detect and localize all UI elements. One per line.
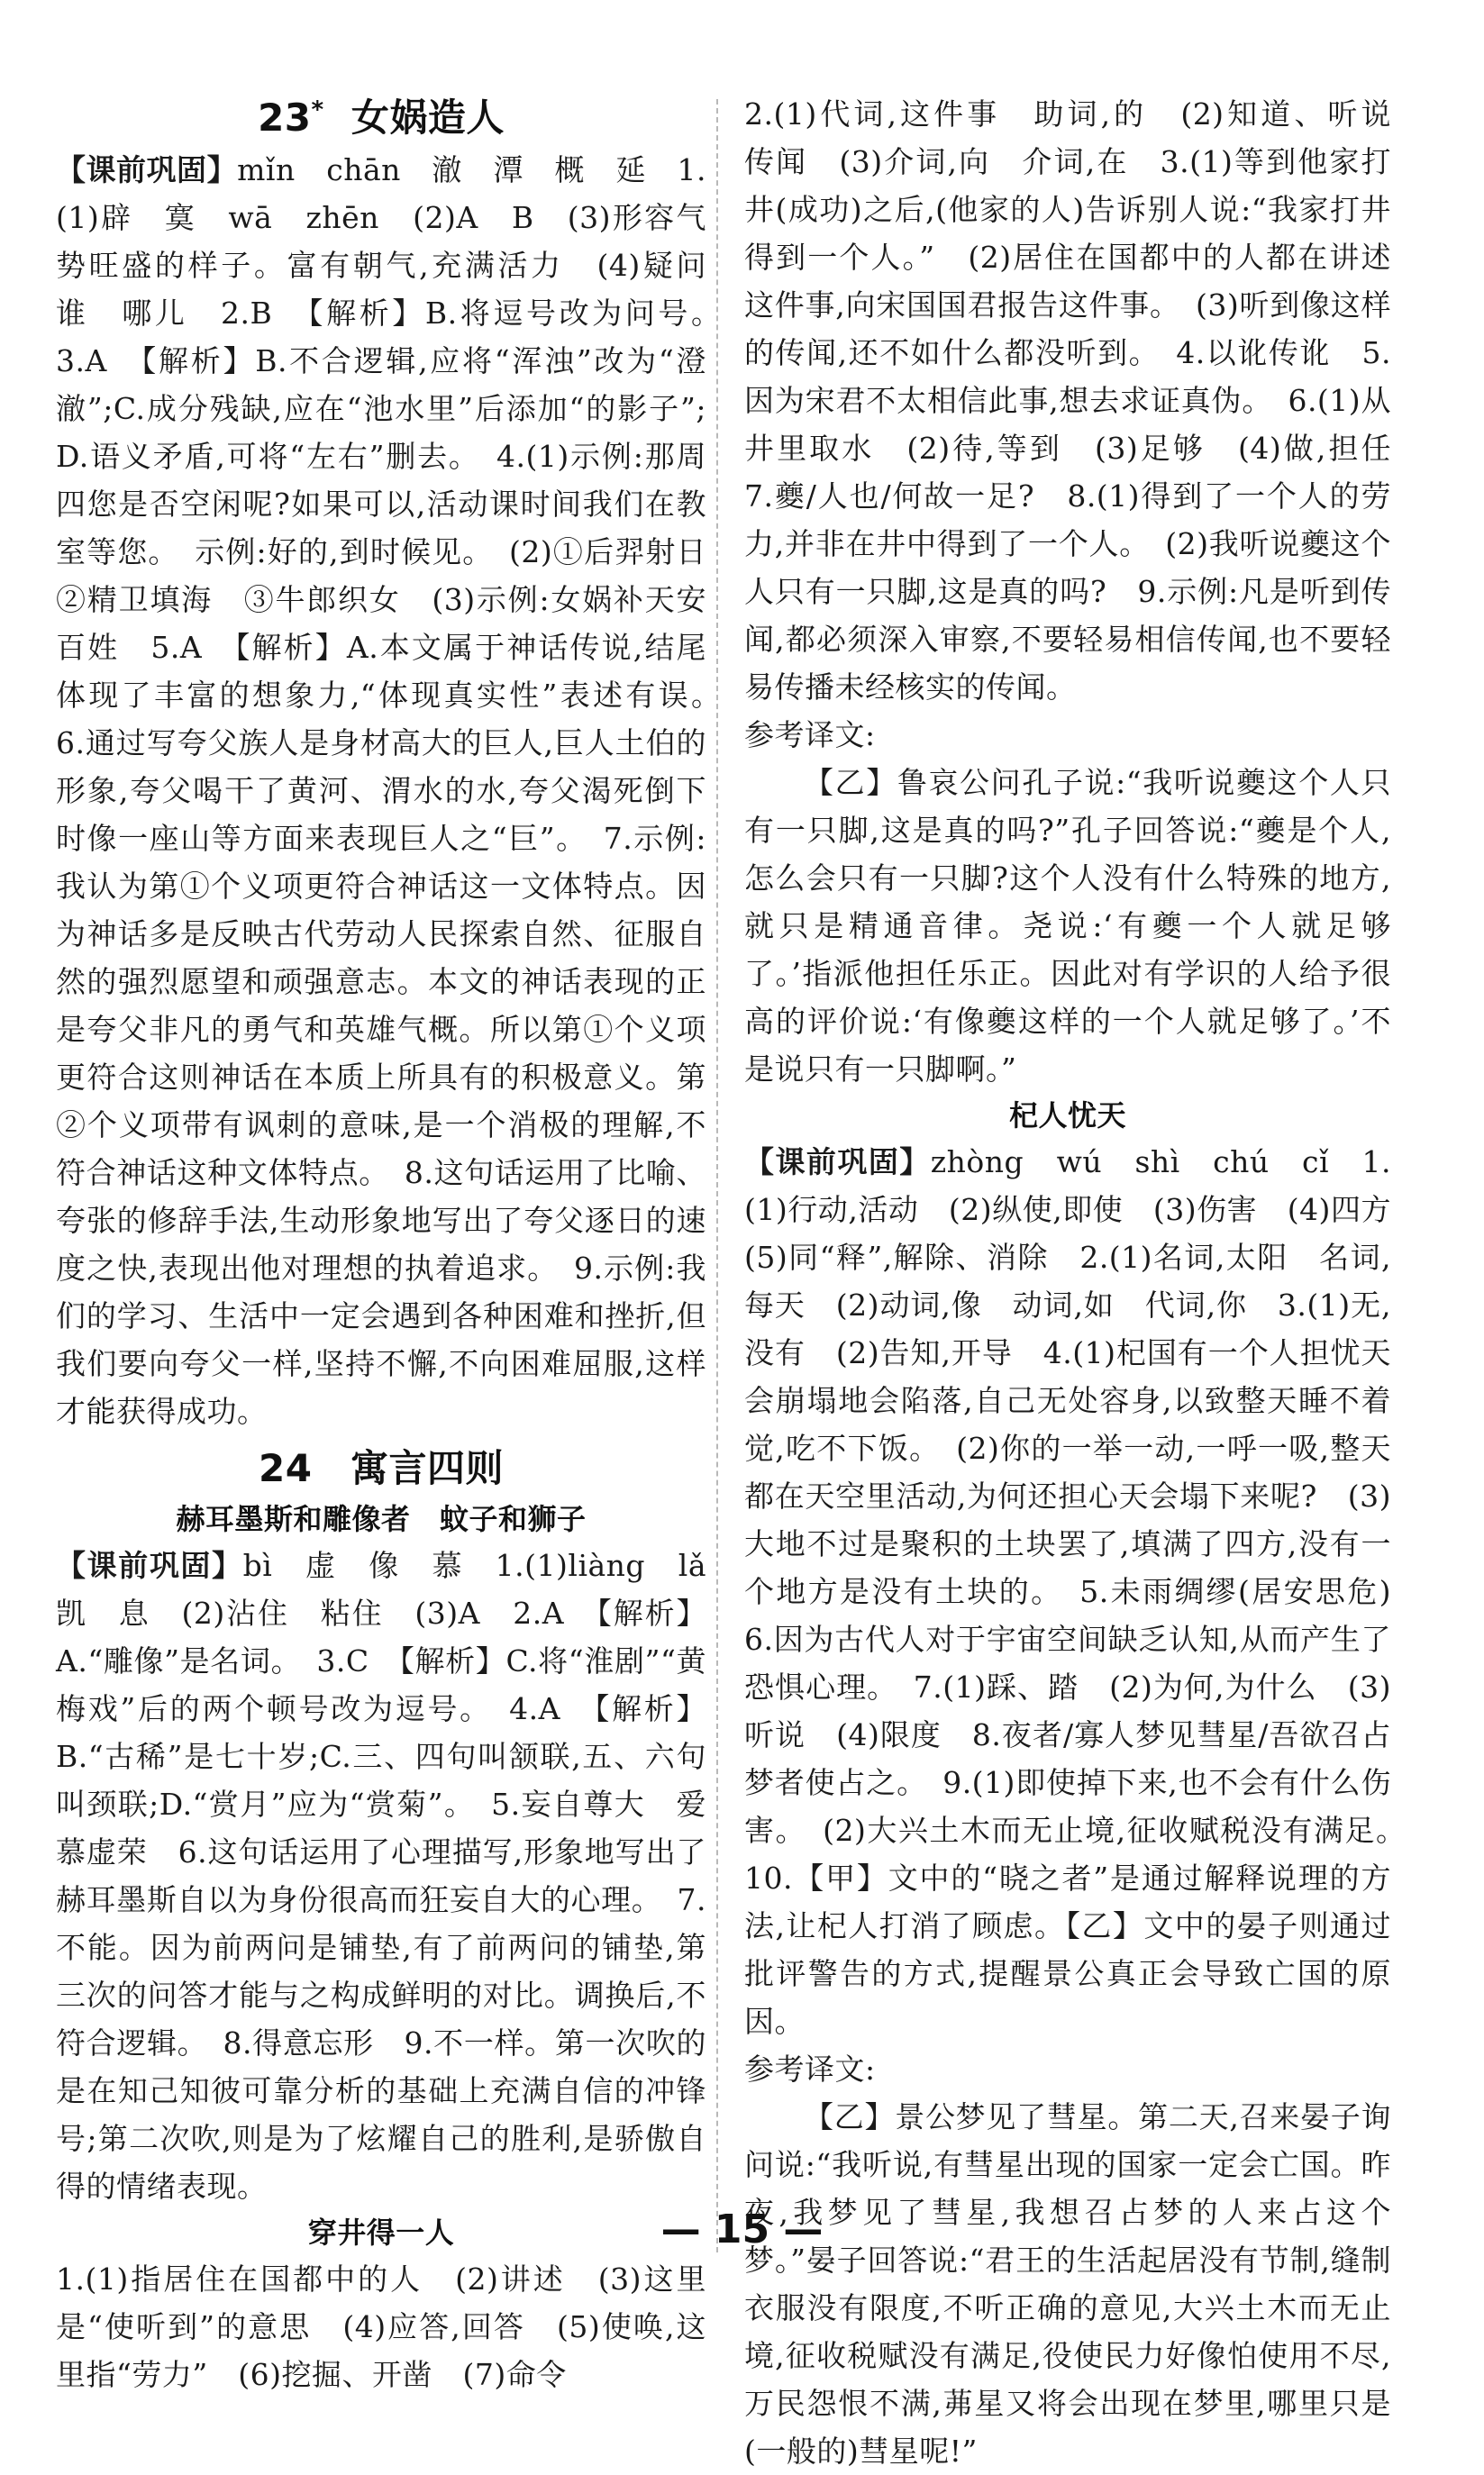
lesson-23-answers [56, 146, 737, 1435]
chuanjing-translation-label: 参考译文: [744, 717, 876, 752]
chuanjing-answers: 1.(1)指居住在国都中的人 (2)讲述 (3)这里是“使听到”的意思 (4)应答,回答 (5)使唤,这里指“劳力” (6)挖掘、开凿 (7)命令 [56, 2261, 706, 2392]
lesson-23-answer-text: mǐn chān 澈 潭 概 延 1.(1)辟 寞 wā zhēn (2)A B (3)形容气势旺盛的样子。富有朝气,充满活力 (4)疑问 谁 哪儿 2.B 【解析】B.将逗号改为问号。 3.A 【解析】B.不合逻辑,应将“浑浊”改为“澄澈”;C.成分残缺,应在“池水里”后添加“的影子”;D.语义矛盾,可将“左右”删去。 4.(1)示例:那周四您是否空闲呢?如果可以,活动课时间我们在教室等您。 示例:好的,到时候见。 (2)①后羿射日 ②精卫填海 ③牛郎织女 (3)示例:女娲补天安百姓 5.A 【解析】A.本文属于神话传说,结尾体现了丰富的想象力,“体现真实性”表述有误。 6.通过写夸父族人是身材高大的巨人,巨人土伯的形象,夸父喝干了黄河、渭水的水,夸父渴死倒下时像一座山等方面来表现巨人之“巨”。 7.示例:我认为第①个义项更符合神话这一文体特点。因为神话多是反映古代劳动人民探索自然、征服自然的强烈愿望和顽强意志。本文的神话表现的正是夸父非凡的勇气和英雄气概。所以第①个义项更符合这则神话在本质上所具有的积极意义。第②个义项带有讽刺的意味,是一个消极的理解,不符合神话这种文体特点。 8.这句话运用了比喻、夸张的修辞手法,生动形象地写出了夸父逐日的速度之快,表现出他对理想的执着追求。 9.示例:我们的学习、生活中一定会遇到各种困难和挫折,但我们要向夸父一样,坚持不懈,不向困难屈服,这样才能获得成功。 [56, 152, 737, 1429]
qiren-section-label: 【课前巩固】 [744, 1144, 931, 1179]
qiren-answer-text: zhòng wú shì chú cǐ 1.(1)行动,活动 (2)纵使,即使 (3)伤害 (4)四方 (5)同“释”,解除、消除 2.(1)名词,太阳 名词,每天 (2)动词,像 动词,如 代词,你 3.(1)无,没有 (2)告知,开导 4.(1)杞国有一个人担忧天会崩塌地会陷落,自己无处容身,以致整天睡不着觉,吃不下饭。 (2)你的一举一动,一呼一吸,整天都在天空里活动,为何还担心天会塌下来呢? (3)大地不过是聚积的土块罢了,填满了四方,没有一个地方是没有土块的。 5.未雨绸缪(居安思危) 6.因为古代人对于宇宙空间缺乏认知,从而产生了恐惧心理。 7.(1)踩、踏 (2)为何,为什么 (3)听说 (4)限度 8.夜者/寡人梦见彗星/吾欲召占梦者使占之。 9.(1)即使掉下来,也不会有什么伤害。 (2)大兴土木而无止境,征收赋税没有满足。 10.【甲】文中的“晓之者”是通过解释说理的方法,让杞人打消了顾虑。【乙】文中的晏子则通过批评警告的方式,提醒景公真正会导致亡国的原因。 [744, 1144, 1422, 2039]
column-divider [716, 99, 718, 2252]
qiren-title: 杞人忧天 [1008, 1098, 1126, 1133]
lesson-24-answer-text: bì 虚 像 慕 1.(1)liàng lǎ 凯 息 (2)沾住 粘住 (3)A 2.A 【解析】A.“雕像”是名词。 3.C 【解析】C.将“淮剧”“黄梅戏”后的两个顿号改为逗号。 4.A 【解析】B.“古稀”是七十岁;C.三、四句叫颔联,五、六句叫颈联;D.“赏月”应为“赏菊”。 5.妄自尊大 爱慕虚荣 6.这句话运用了心理描写,形象地写出了赫耳墨斯自以为身份很高而狂妄自大的心理。 7.不能。因为前两问是铺垫,有了前两问的铺垫,第三次的问答才能与之构成鲜明的对比。调换后,不符合逻辑。 8.得意忘形 9.不一样。第一次吹的是在知己知彼可靠分析的基础上充满自信的冲锋号;第二次吹,则是为了炫耀自己的胜利,是骄傲自得的情绪表现。 [56, 1548, 737, 2204]
lesson-23-title-text: 女娲造人 [351, 96, 505, 140]
qiren-translation: 【乙】景公梦见了彗星。第二天,召来晏子询问说:“我听说,有彗星出现的国家一定会亡国。昨夜,我梦见了彗星,我想召占梦的人来占这个梦。”晏子回答说:“君王的生活起居没有节制,缝制衣服没有限度,不听正确的意见,大兴土木而无止境,征收税赋没有满足,役使民力好像怕使用不尽,万民怨恨不满,茀星又将会出现在梦里,哪里只是(一般的)彗星呢!” [744, 2099, 1391, 2469]
lesson-23-star: * [311, 96, 324, 123]
lesson-24-title: 24 寓言四则 [259, 1446, 504, 1490]
lesson-24-subtitle: 赫耳墨斯和雕像者 蚊子和狮子 [176, 1502, 587, 1536]
page-number: — 15 — [660, 2207, 824, 2252]
chuanjing-title: 穿井得一人 [307, 2216, 455, 2250]
left-column [56, 90, 737, 2398]
right-column [744, 90, 1422, 2475]
lesson-23-section-label: 【课前巩固】 [56, 152, 238, 187]
chuanjing-answers-continued: 2.(1)代词,这件事 助词,的 (2)知道、听说 传闻 (3)介词,向 介词,在 3.(1)等到他家打井(成功)之后,(他家的人)告诉别人说:“我家打井得到一个人。” (2)居住在国都中的人都在讲述这件事,向宋国国君报告这件事。 (3)听到像这样的传闻,还不如什么都没听到。 4.以讹传讹 5.因为宋君不太相信此事,想去求证真伪。 6.(1)从井里取水 (2)待,等到 (3)足够 (4)做,担任 7.夔/人也/何故一足? 8.(1)得到了一个人的劳力,并非在井中得到了一个人。 (2)我听说夔这个人只有一只脚,这是真的吗? 9.示例:凡是听到传闻,都必须深入审察,不要轻易相信传闻,也不要轻易传播未经核实的传闻。 [744, 96, 1422, 705]
lesson-24-section-label: 【课前巩固】 [56, 1548, 243, 1583]
lesson-24-answers [56, 1542, 737, 2210]
lesson-23-number: 23 [258, 96, 312, 140]
qiren-translation-label: 参考译文: [744, 2052, 876, 2087]
lesson-23-title [56, 90, 706, 146]
chuanjing-translation: 【乙】鲁哀公问孔子说:“我听说夔这个人只有一只脚,这是真的吗?”孔子回答说:“夔是个人,怎么会只有一只脚?这个人没有什么特殊的地方,就只是精通音律。尧说:‘有夔一个人就足够了。’指派他担任乐正。因此对有学识的人给予很高的评价说:‘有像夔这样的一个人就足够了。’不是说只有一只脚啊。” [744, 765, 1391, 1087]
qiren-answers [744, 1138, 1422, 2045]
